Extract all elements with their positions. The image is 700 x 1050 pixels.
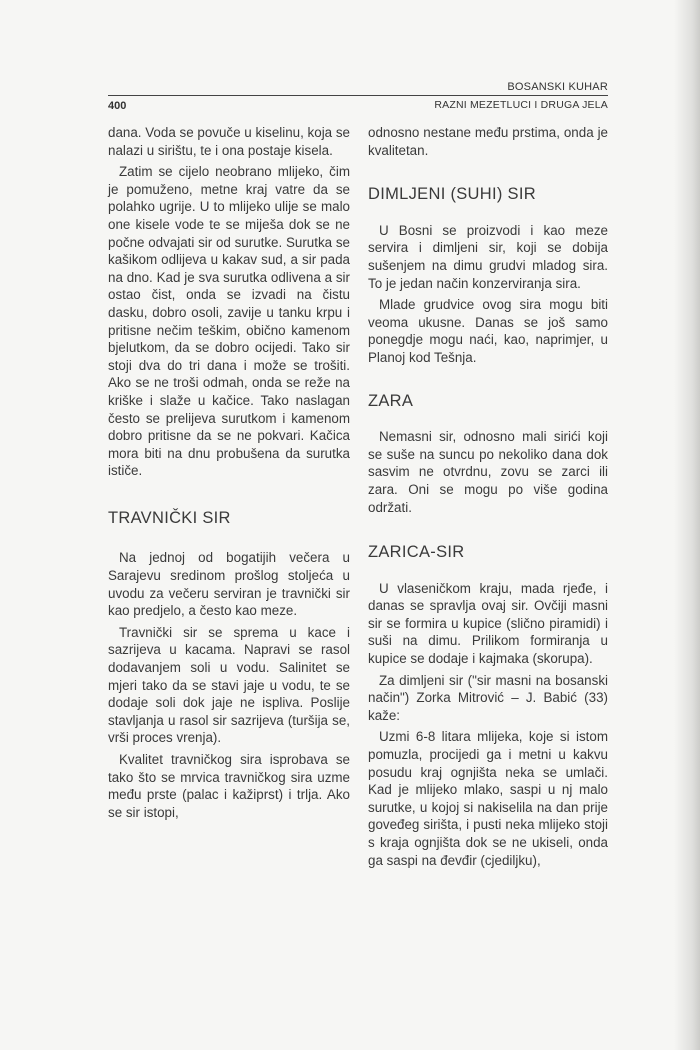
left-column — [108, 124, 350, 825]
paragraph: dana. Voda se povuče u kiselinu, koja se nalazi u sirištu, te i ona postaje kisela. — [108, 125, 350, 158]
header-rule — [108, 95, 608, 96]
paragraph: Mlade grudvice ovog sira mogu biti veoma ukusne. Danas se još samo ponegdje mogu naći, kao, naprimjer, u Planoj kod Tešnja. — [368, 297, 608, 365]
section-heading-dimljeni-sir: DIMLJENI (SUHI) SIR — [368, 185, 536, 204]
section-heading-zara: ZARA — [368, 391, 414, 410]
section-heading-travnicki-sir: TRAVNIČKI SIR — [108, 508, 231, 527]
running-header-chapter: RAZNI MEZETLUCI I DRUGA JELA — [434, 99, 608, 111]
right-column — [368, 124, 608, 873]
running-header-title: BOSANSKI KUHAR — [507, 81, 608, 93]
paragraph: Zatim se cijelo neobrano mlijeko, čim je pomuženo, metne kraj vatre da se polahko ugrije. U to mlijeko ulije se malo one kisele vode te se miješa dok se ne počne odvajati sir od surutke. Surutka se kašikom odlijeva u kakav sud, a sir pada na dno. Kad je sva surutka odlivena a sir ostao čist, onda se izvadi na čistu dasku, dobro osoli, zavije u tanku krpu i pritisne nečim teškim, obično kamenom bjelutkom, da se dobro ocijedi. Tako sir stoji dva do tri dana i može se trošiti. Ako se ne troši odmah, onda se reže na kriške i slaže u kačice. Tako naslagan često se prelijeva surutkom i kamenom dobro pritisne da se ne pokvari. Kačica mora biti na dnu probušena da surutka ističe. — [108, 164, 350, 479]
paragraph: Na jednoj od bogatijih večera u Sarajevu sredinom prošlog stoljeća u uvodu za večeru serviran je travnički sir kao predjelo, a često kao meze. — [108, 550, 350, 619]
paragraph: Uzmi 6-8 litara mlijeka, koje si istom pomuzla, procijedi ga i metni u kakvu posudu kraj ognjišta neka se umlači. Kad je mlijeko mlako, saspi u nj malo surutke, u kojoj si nakiselila na dan prije goveđeg sirišta, i pusti neka mlijeko stoji s kraja ognjišta dok se ne ukiseli, onda ga saspi na đevđir (cjediljku), — [368, 729, 608, 868]
page-number: 400 — [108, 100, 127, 112]
page-edge-shadow — [674, 0, 700, 1050]
paragraph: Nemasni sir, odnosno mali sirići koji se suše na suncu po nekoliko dana dok sasvim ne otvrdnu, zovu se zarci ili zara. Oni se mogu po više godina održati. — [368, 429, 608, 515]
paragraph: Za dimljeni sir ("sir masni na bosanski način") Zorka Mitrović – J. Babić (33) kaže: — [368, 672, 608, 723]
paragraph: odnosno nestane među prstima, onda je kvalitetan. — [368, 125, 608, 158]
paragraph: Travnički sir se sprema u kace i sazrijeva u kacama. Napravi se rasol dodavanjem soli u vodu. Salinitet se mjeri tako da se stavi jaje u vodu, te se dodaje soli dok jaje ne ispliva. Poslije stavljanja u rasol sir sazrijeva (turšija se, vrši proces vrenja). — [108, 624, 350, 746]
section-heading-zarica-sir: ZARICA-SIR — [368, 543, 465, 562]
paragraph: Kvalitet travničkog sira isprobava se tako što se mrvica travničkog sira uzme među prste (palac i kažiprst) i trlja. Ako se sir istopi, — [108, 752, 350, 820]
paragraph: U vlaseničkom kraju, mada rjeđe, i danas se spravlja ovaj sir. Ovčiji masni sir se formira u kupice (slično piramidi) i suši na dimu. Prilikom formiranja u kupice se dodaje i kajmaka (skorupa). — [368, 580, 608, 667]
paragraph: U Bosni se proizvodi i kao meze servira i dimljeni sir, koji se dobija sušenjem na dimu grudvi mladog sira. To je jedan način konzerviranja sira. — [368, 222, 608, 291]
